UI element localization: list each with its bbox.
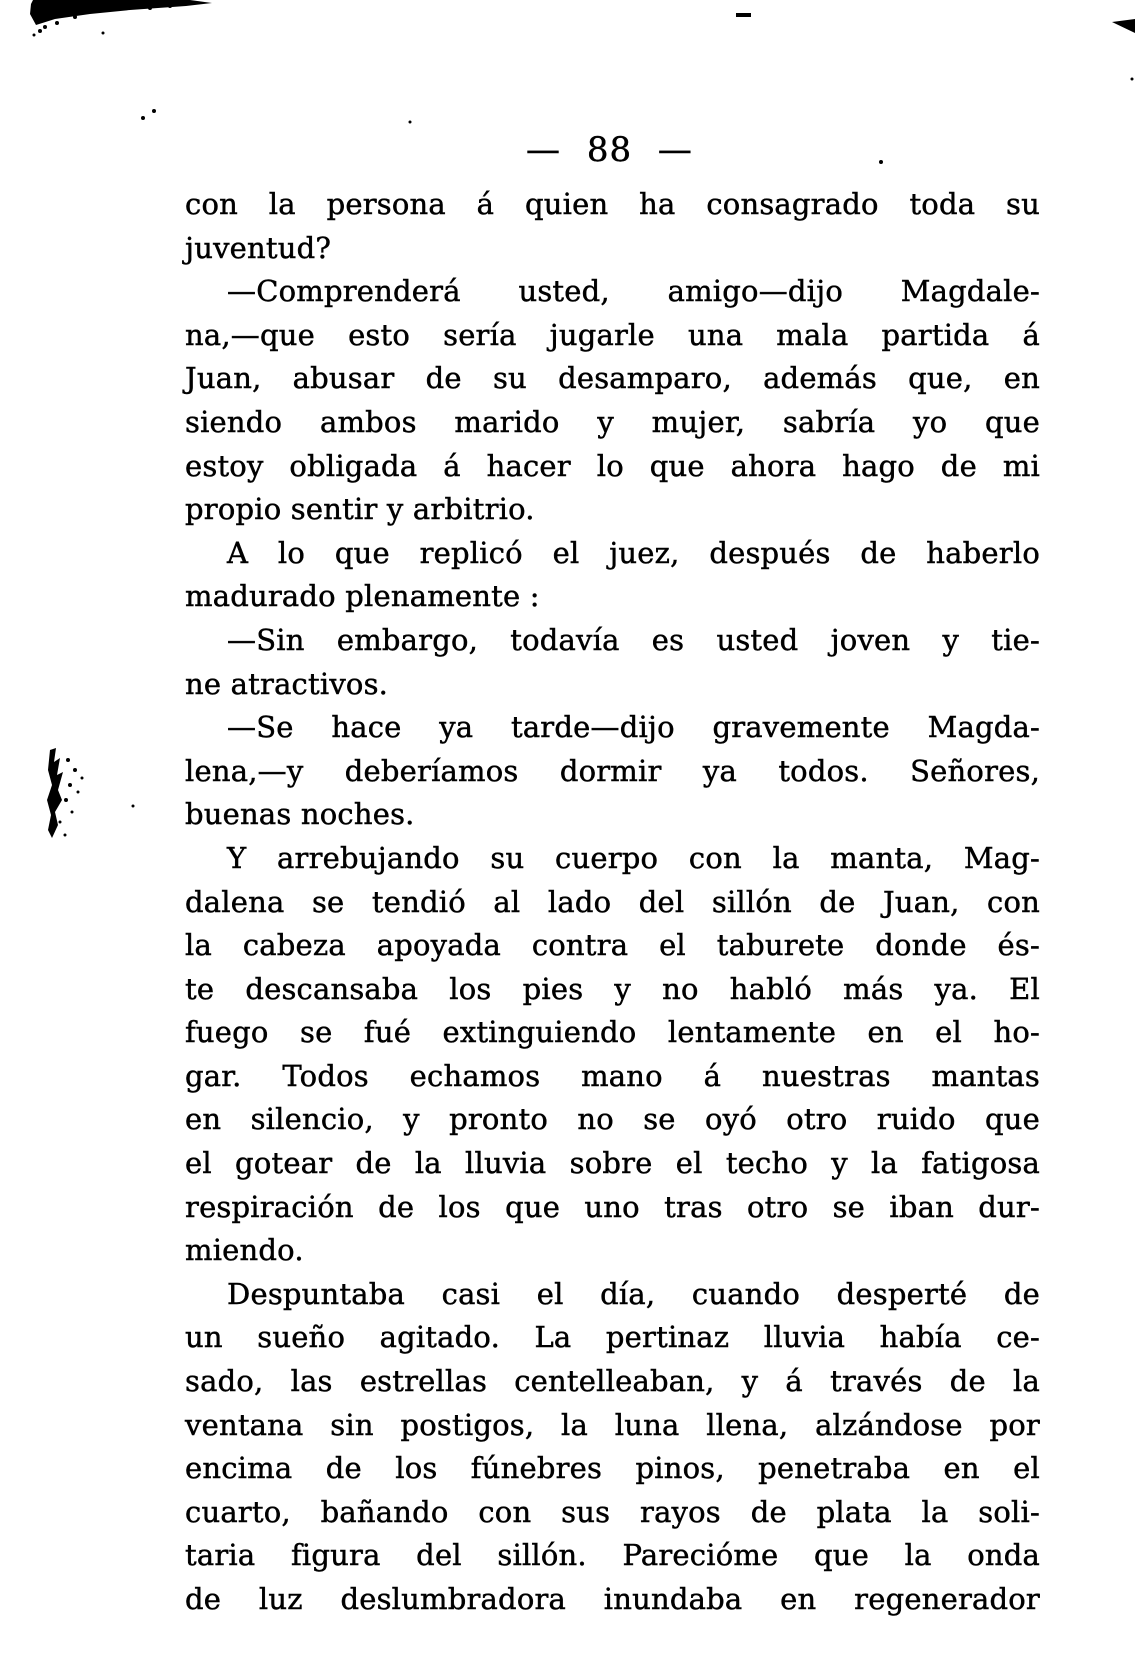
scan-smudge-top-left-icon (30, 0, 212, 25)
text-line: na,—que esto sería jugarle una mala partida á (185, 317, 1040, 352)
text-line: en silencio, y pronto no se oyó otro ruido que (185, 1102, 1040, 1137)
text-line: A lo que replicó el juez, después de haberlo (227, 535, 1040, 570)
scan-speckle-icon (64, 834, 67, 837)
scan-streak-left-icon (47, 748, 63, 838)
scan-speckle-icon (66, 758, 70, 762)
scan-speckle-icon (43, 25, 47, 29)
text-line: taria figura del sillón. Parecióme que la onda (185, 1538, 1040, 1573)
text-line: ventana sin postigos, la luna llena, alzándose por (185, 1407, 1040, 1442)
scan-speckle-icon (81, 777, 84, 780)
text-line: te descansaba los pies y no habló más ya. El (185, 971, 1040, 1006)
text-line: cuarto, bañando con sus rayos de plata la soli- (185, 1494, 1040, 1529)
scan-speckle-icon (38, 29, 42, 33)
text-line: —Comprenderá usted, amigo—dijo Magdale- (227, 274, 1040, 309)
scan-speckle-icon (1131, 78, 1134, 81)
text-line: Despuntaba casi el día, cuando desperté de (227, 1276, 1040, 1311)
scan-speckle-icon (168, 4, 172, 8)
text-line: dalena se tendió al lado del sillón de Juan, con (185, 884, 1040, 919)
text-line: buenas noches. (185, 797, 415, 832)
text-line: —Sin embargo, todavía es usted joven y tie- (227, 622, 1040, 657)
text-line: fuego se fué extinguiendo lentamente en el ho- (185, 1015, 1040, 1050)
scan-wedge-top-right-icon (1112, 19, 1135, 33)
scan-speckle-icon (148, 6, 152, 10)
text-line: lena,—y deberíamos dormir ya todos. Señores, (185, 753, 1040, 788)
scan-dash-top-icon (736, 13, 751, 17)
scan-speckle-icon (132, 805, 135, 808)
scan-speckle-icon (73, 15, 77, 19)
scan-speckle-icon (77, 791, 80, 794)
scan-speckle-icon (152, 109, 156, 113)
text-line: de luz deslumbradora inundaba en regenerador (185, 1582, 1040, 1616)
page-body-text (185, 183, 1040, 1622)
text-line: miendo. (185, 1233, 304, 1268)
scan-speckle-icon (55, 21, 59, 25)
scan-speckle-icon (73, 768, 77, 772)
text-line: Y arrebujando su cuerpo con la manta, Mag- (227, 840, 1040, 875)
scan-speckle-icon (68, 783, 72, 787)
page-number-header: — 88 — (526, 130, 693, 170)
text-line: el gotear de la lluvia sobre el techo y la fatigosa (185, 1146, 1040, 1181)
scan-speckle-icon (102, 32, 105, 35)
text-line: un sueño agitado. La pertinaz lluvia había ce- (185, 1320, 1040, 1355)
scan-speckle-icon (33, 34, 36, 37)
scan-speckle-icon (71, 811, 74, 814)
text-line: —Se hace ya tarde—dijo gravemente Magda- (227, 710, 1040, 745)
scan-speckle-icon (64, 798, 68, 802)
text-line: estoy obligada á hacer lo que ahora hago de mi (185, 448, 1040, 483)
text-line: siendo ambos marido y mujer, sabría yo que (185, 404, 1040, 439)
text-line: propio sentir y arbitrio. (185, 492, 535, 527)
text-line: respiración de los que uno tras otro se iban dur- (185, 1189, 1040, 1224)
text-line: con la persona á quien ha consagrado toda su (185, 187, 1040, 221)
scan-speckle-icon (409, 121, 412, 124)
text-line: la cabeza apoyada contra el taburete donde és- (185, 928, 1040, 963)
text-line: gar. Todos echamos mano á nuestras mantas (185, 1058, 1040, 1093)
text-line: encima de los fúnebres pinos, penetraba en el (185, 1451, 1040, 1486)
text-line: madurado plenamente : (185, 579, 540, 614)
text-line: juventud? (185, 230, 332, 265)
text-line: ne atractivos. (185, 666, 389, 701)
text-line: Juan, abusar de su desamparo, además que, en (185, 361, 1040, 396)
scan-speckle-icon (141, 116, 145, 120)
scan-speckle-icon (59, 821, 62, 824)
text-line: sado, las estrellas centelleaban, y á través de la (185, 1364, 1040, 1399)
